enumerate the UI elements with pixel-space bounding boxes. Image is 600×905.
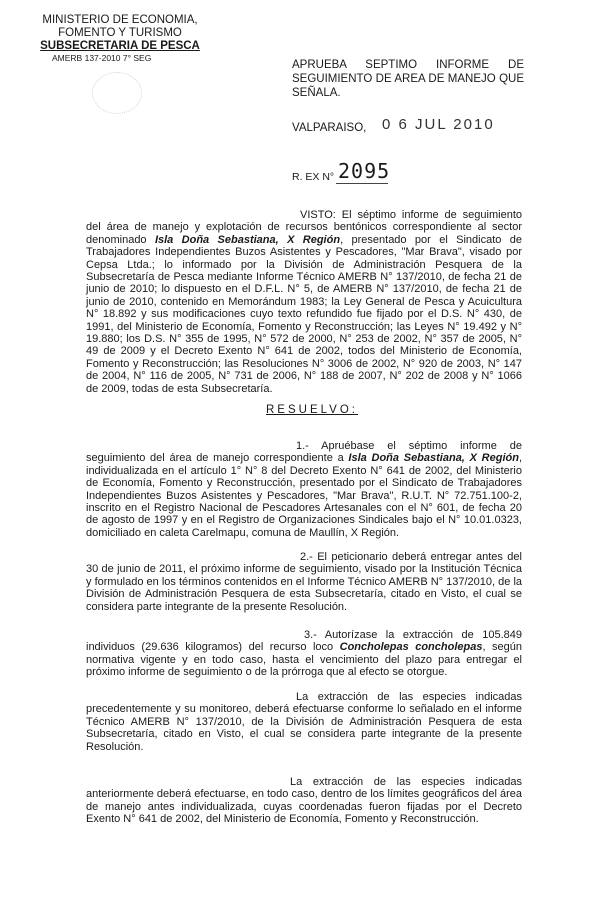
resolution-item-2 xyxy=(86,551,522,613)
subsecretaria-name: SUBSECRETARIA DE PESCA xyxy=(40,40,200,52)
geographic-limits-paragraph xyxy=(86,776,522,826)
resolution-number-underline xyxy=(336,183,388,184)
place-label: VALPARAISO, xyxy=(292,122,367,134)
item3-text-part1: 3.- Autorízase la extracción de 105.849 individuos (29.636 kilogramos) del recurso loco xyxy=(86,629,522,654)
resuelvo-heading: RESUELVO: xyxy=(266,404,358,416)
item1-text-part2: , individualizada en el artículo 1° N° 8 del Decreto Exento N° 641 de 2002, del Ministerio de Economía, Fomento y Reconstrucción, presentado por el Sindicato de Trabajadores Independientes Buzos Asistentes y Pescadores, "Mar Brava", R.U.T. N° 72.751.100-2, inscrito en el Registro Nacional de Pescadores Artesanales con el N° 601, de fecha 20 de agosto de 1997 y en el Registro de Organizaciones Sindicales bajo el N° 10.01.0323, domiciliado en caleta Carelmapu, comuna de Maullín, X Región. xyxy=(86,452,522,539)
item3-text-part2: , según normativa vigente y en todo caso, hasta el vencimiento del plazo para entregar el próximo informe de seguimiento o de la prórroga que al efecto se otorgue. xyxy=(86,641,522,679)
geographic-limits-text: La extracción de las especies indicadas anteriormente deberá efectuarse, en todo caso, dentro de los límites geográficos del área de manejo antes individualizada, cuyas coordenadas fueron fijadas por el Decreto Exento N° 641 de 2002, del Ministerio de Economía, Fomento y Reconstrucción. xyxy=(86,776,522,826)
item1-text-part1: 1.- Apruébase el séptimo informe de seguimiento del área de manejo correspondiente a xyxy=(86,440,522,465)
resolution-number-label: R. EX N° xyxy=(292,171,335,183)
visto-text-part2: , presentado por el Sindicato de Trabajadores Independientes Buzos Asistentes y Pescadores, "Mar Brava", visado por Cepsa Ltda.; lo informado por la División de Administración Pesquera de la Subsecretaría de Pesca mediante Informe Técnico AMERB N° 137/2010, de fecha 21 de junio de 2010; lo dispuesto en el D.F.L. N° 5, de AMERB N° 137/2010, de fecha 21 de junio de 2010, contenido en Memorándum 1983; la Ley General de Pesca y Acuicultura N° 18.892 y sus modificaciones cuyo texto refundido fue fijado por el D.S. N° 430, de 1991, del Ministerio de Economía, Fomento y Reconstrucción; las Leyes N° 19.492 y N° 19.880; los D.S. N° 355 de 1995, N° 572 de 2000, N° 253 de 2002, N° 357 de 2005, N° 49 de 2009 y el Decreto Exento N° 641 de 2002, todos del Ministerio de Economía, Fomento y Reconstrucción; las Resoluciones N° 3006 de 2002, N° 920 de 2003, N° 147 de 2004, N° 116 de 2005, N° 731 de 2006, N° 188 de 2007, N° 202 de 2008 y N° 1066 de 2009, todas de esta Subsecretaría. xyxy=(86,233,523,395)
visto-paragraph xyxy=(86,209,522,395)
resolution-subject: APRUEBA SEPTIMO INFORME DE SEGUIMIENTO DE AREA DE MANEJO QUE SEÑALA. xyxy=(292,59,524,99)
resolution-number: 2095 xyxy=(338,159,391,183)
visto-sector-name: Isla Doña Sebastiana, X Región xyxy=(154,233,341,246)
item1-sector-name: Isla Doña Sebastiana, X Región xyxy=(348,452,519,465)
visto-text-part1: El séptimo informe de seguimiento del área de manejo y explotación de recursos bentónicos correspondiente al sector denominado xyxy=(86,209,522,246)
ministry-name-line2: FOMENTO Y TURISMO xyxy=(58,27,182,39)
document-reference: AMERB 137-2010 7° SEG xyxy=(52,53,152,63)
letterhead xyxy=(20,14,220,63)
item2-text: 2.- El peticionario deberá entregar antes del 30 de junio de 2011, el próximo informe de seguimiento, visado por la Institución Técnica y formulado en los términos contenidos en el Informe Técnico AMERB N° 137/2010, de la División de Administración Pesquera de esta Subsecretaría, citado en Visto, el cual se considera parte integrante de la presente Resolución. xyxy=(86,551,522,613)
visto-label: VISTO: xyxy=(300,209,336,221)
extraction-monitoring-paragraph xyxy=(86,691,522,753)
resolution-item-3 xyxy=(86,629,522,679)
ministry-name-line1: MINISTERIO DE ECONOMIA, xyxy=(42,14,198,26)
item3-species-name: Concholepas concholepas xyxy=(339,641,483,654)
date-stamp: 0 6 JUL 2010 xyxy=(382,116,495,133)
faded-seal-stamp xyxy=(92,72,142,114)
extraction-monitoring-text: La extracción de las especies indicadas precedentemente y su monitoreo, deberá efectuarse conforme lo señalado en el informe Técnico AMERB N° 137/2010, de la División de Administración Pesquera de esta Subsecretaría, citado en Visto, el cual se considera parte integrante de la presente Resolución. xyxy=(86,691,522,753)
resolution-item-1 xyxy=(86,440,522,539)
